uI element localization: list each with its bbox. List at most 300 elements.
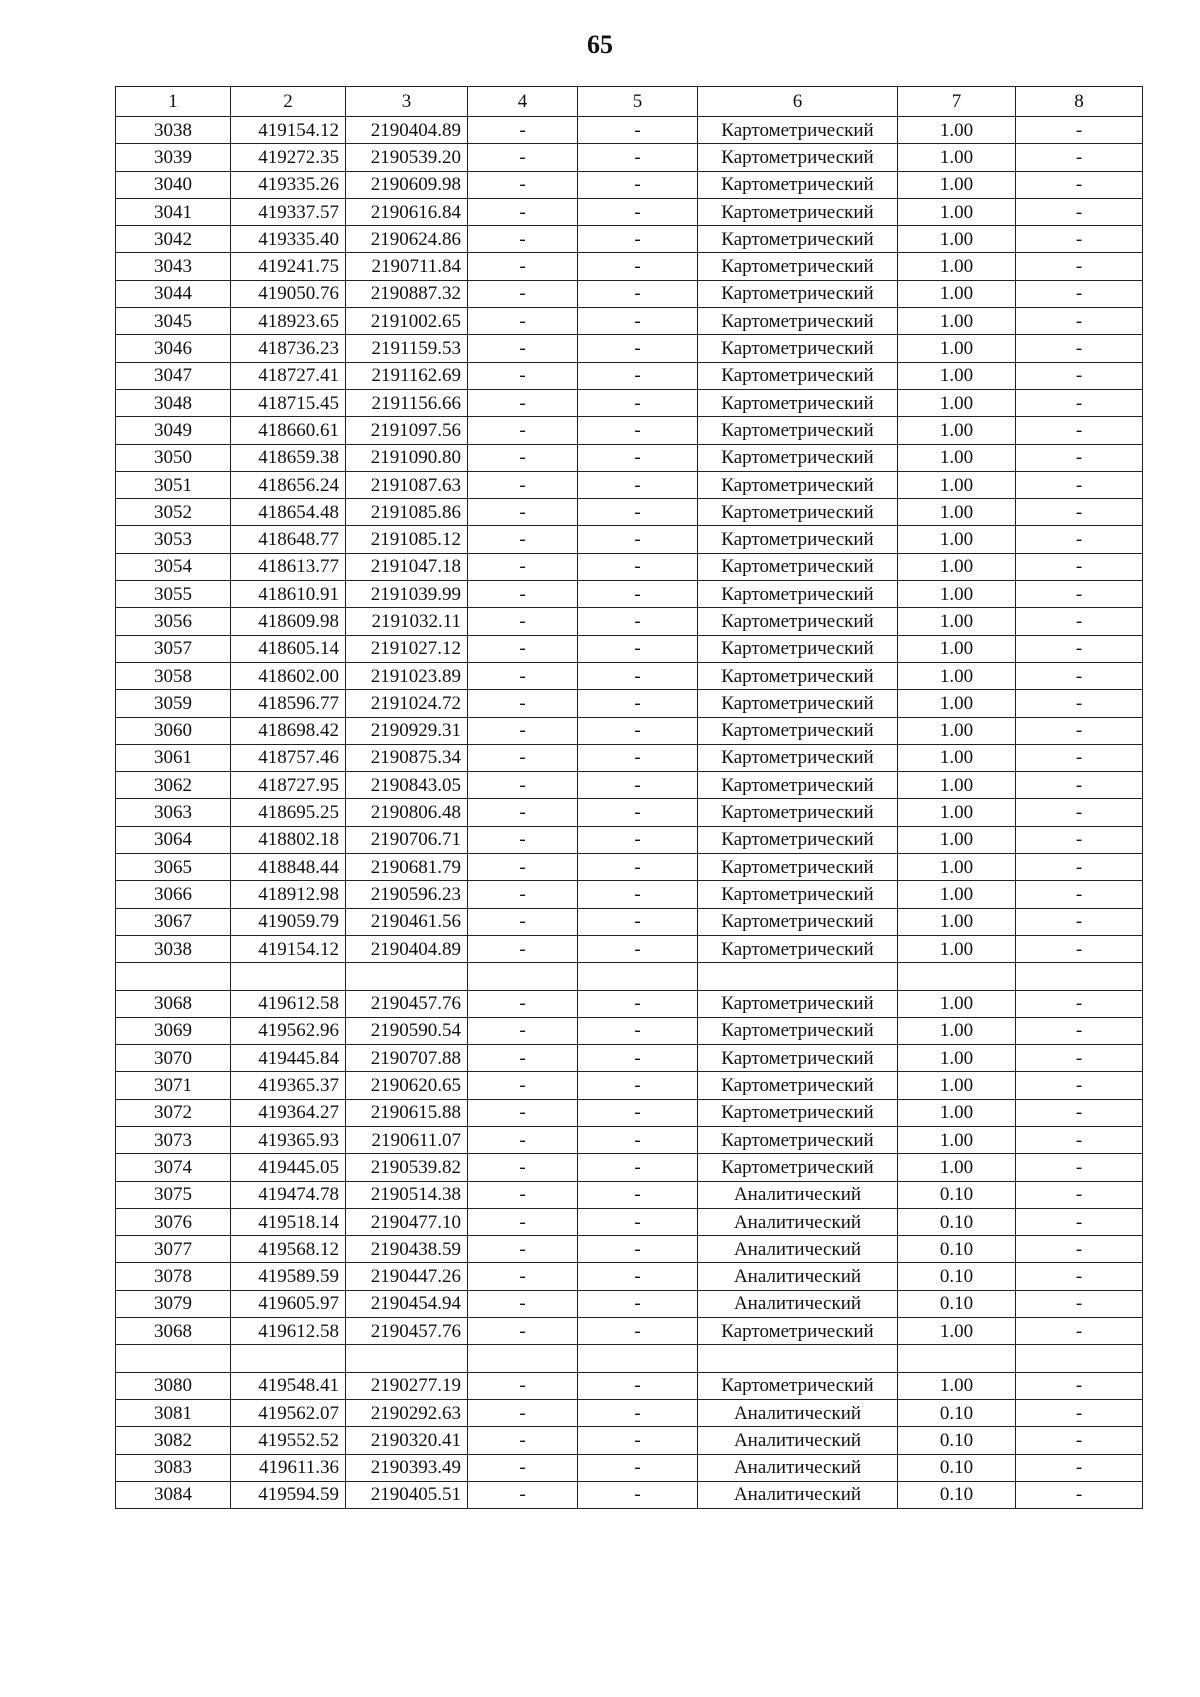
table-row <box>116 308 1143 335</box>
table-cell-col-6: Картометрический <box>698 1126 898 1153</box>
table-row <box>116 1181 1143 1208</box>
table-cell-col-1: 3070 <box>116 1045 231 1072</box>
table-cell-col-1: 3044 <box>116 280 231 307</box>
table-cell-col-2: 418695.25 <box>231 799 346 826</box>
table-cell-col-5 <box>578 1345 698 1372</box>
table-cell-col-5: - <box>578 1154 698 1181</box>
table-row <box>116 1454 1143 1481</box>
table-cell-col-3: 2190404.89 <box>346 117 468 144</box>
table-cell-col-4: - <box>468 553 578 580</box>
table-cell-col-5: - <box>578 881 698 908</box>
table-cell-col-7: 1.00 <box>898 935 1016 962</box>
table-cell-col-7: 1.00 <box>898 1372 1016 1399</box>
table-cell-col-4: - <box>468 1263 578 1290</box>
table-cell-col-2: 418848.44 <box>231 854 346 881</box>
table-cell-col-3: 2191032.11 <box>346 608 468 635</box>
table-cell-col-5: - <box>578 335 698 362</box>
table-cell-col-3: 2190477.10 <box>346 1208 468 1235</box>
table-cell-col-1: 3040 <box>116 171 231 198</box>
table-row <box>116 1427 1143 1454</box>
table-cell-col-3: 2190514.38 <box>346 1181 468 1208</box>
table-cell-col-5: - <box>578 1427 698 1454</box>
table-cell-col-8: - <box>1016 1154 1143 1181</box>
table-cell-col-7: 1.00 <box>898 417 1016 444</box>
table-cell-col-7: 1.00 <box>898 280 1016 307</box>
table-cell-col-8: - <box>1016 1017 1143 1044</box>
table-cell-col-5: - <box>578 1045 698 1072</box>
table-cell-col-2: 419154.12 <box>231 117 346 144</box>
table-cell-col-2: 419552.52 <box>231 1427 346 1454</box>
table-cell-col-6: Картометрический <box>698 635 898 662</box>
table-row <box>116 1263 1143 1290</box>
table-cell-col-7: 0.10 <box>898 1427 1016 1454</box>
table-cell-col-3: 2190706.71 <box>346 826 468 853</box>
table-cell-col-2: 418596.77 <box>231 690 346 717</box>
table-cell-col-7: 0.10 <box>898 1236 1016 1263</box>
table-cell-col-6: Картометрический <box>698 581 898 608</box>
table-cell-col-7: 1.00 <box>898 335 1016 362</box>
table-cell-col-7: 1.00 <box>898 198 1016 225</box>
table-cell-col-2: 419241.75 <box>231 253 346 280</box>
table-cell-col-6: Картометрический <box>698 1017 898 1044</box>
table-cell-col-1: 3074 <box>116 1154 231 1181</box>
table-cell-col-6: Картометрический <box>698 908 898 935</box>
table-cell-col-2 <box>231 1345 346 1372</box>
table-cell-col-8: - <box>1016 1481 1143 1508</box>
table-cell-col-2: 419568.12 <box>231 1236 346 1263</box>
table-cell-col-6: Картометрический <box>698 335 898 362</box>
table-cell-col-7: 1.00 <box>898 471 1016 498</box>
table-cell-col-7: 0.10 <box>898 1263 1016 1290</box>
table-cell-col-8: - <box>1016 1208 1143 1235</box>
table-cell-col-7: 1.00 <box>898 362 1016 389</box>
table-cell-col-7: 1.00 <box>898 717 1016 744</box>
table-cell-col-1: 3046 <box>116 335 231 362</box>
table-cell-col-8: - <box>1016 308 1143 335</box>
table-cell-col-4: - <box>468 690 578 717</box>
table-cell-col-2: 418727.41 <box>231 362 346 389</box>
table-cell-col-4: - <box>468 253 578 280</box>
table-cell-col-3: 2190393.49 <box>346 1454 468 1481</box>
table-cell-col-4: - <box>468 389 578 416</box>
table-cell-col-4: - <box>468 171 578 198</box>
table-cell-col-1: 3043 <box>116 253 231 280</box>
table-cell-col-2: 419611.36 <box>231 1454 346 1481</box>
table-cell-col-5: - <box>578 744 698 771</box>
table-cell-col-4: - <box>468 854 578 881</box>
table-row <box>116 1372 1143 1399</box>
table-row <box>116 826 1143 853</box>
table-cell-col-3: 2190277.19 <box>346 1372 468 1399</box>
table-cell-col-5: - <box>578 1263 698 1290</box>
table-cell-col-7: 0.10 <box>898 1181 1016 1208</box>
table-row <box>116 280 1143 307</box>
table-cell-col-3: 2190711.84 <box>346 253 468 280</box>
table-cell-col-8: - <box>1016 1236 1143 1263</box>
table-cell-col-3: 2191047.18 <box>346 553 468 580</box>
column-header-4: 4 <box>468 87 578 117</box>
table-row <box>116 1345 1143 1372</box>
table-body <box>116 117 1143 1509</box>
table-cell-col-4: - <box>468 1481 578 1508</box>
table-row <box>116 1236 1143 1263</box>
table-cell-col-2: 418605.14 <box>231 635 346 662</box>
table-cell-col-4: - <box>468 1099 578 1126</box>
table-cell-col-5: - <box>578 417 698 444</box>
table-cell-col-7 <box>898 1345 1016 1372</box>
table-cell-col-3: 2190454.94 <box>346 1290 468 1317</box>
table-row <box>116 799 1143 826</box>
table-cell-col-4: - <box>468 1318 578 1345</box>
table-cell-col-4 <box>468 963 578 990</box>
table-cell-col-8: - <box>1016 417 1143 444</box>
table-row <box>116 1099 1143 1126</box>
table-row <box>116 1290 1143 1317</box>
table-cell-col-7: 1.00 <box>898 799 1016 826</box>
table-cell-col-5: - <box>578 1399 698 1426</box>
table-cell-col-4: - <box>468 1290 578 1317</box>
table-row <box>116 881 1143 908</box>
table-cell-col-8: - <box>1016 908 1143 935</box>
table-cell-col-7 <box>898 963 1016 990</box>
table-cell-col-1: 3038 <box>116 117 231 144</box>
table-cell-col-6: Картометрический <box>698 744 898 771</box>
table-cell-col-8: - <box>1016 635 1143 662</box>
table-cell-col-5: - <box>578 362 698 389</box>
table-cell-col-7: 1.00 <box>898 1045 1016 1072</box>
table-cell-col-2: 419050.76 <box>231 280 346 307</box>
table-cell-col-1: 3075 <box>116 1181 231 1208</box>
table-row <box>116 444 1143 471</box>
table-cell-col-5: - <box>578 935 698 962</box>
table-cell-col-6: Картометрический <box>698 799 898 826</box>
table-cell-col-2: 419272.35 <box>231 144 346 171</box>
table-row <box>116 963 1143 990</box>
table-cell-col-1: 3080 <box>116 1372 231 1399</box>
table-cell-col-4: - <box>468 308 578 335</box>
table-cell-col-5: - <box>578 1072 698 1099</box>
table-row <box>116 1045 1143 1072</box>
table-cell-col-1: 3055 <box>116 581 231 608</box>
table-row <box>116 226 1143 253</box>
table-cell-col-3: 2191002.65 <box>346 308 468 335</box>
table-cell-col-8: - <box>1016 1045 1143 1072</box>
table-cell-col-1: 3056 <box>116 608 231 635</box>
table-cell-col-8: - <box>1016 1399 1143 1426</box>
table-cell-col-1: 3061 <box>116 744 231 771</box>
table-cell-col-2: 418654.48 <box>231 499 346 526</box>
column-header-8: 8 <box>1016 87 1143 117</box>
table-cell-col-7: 1.00 <box>898 1072 1016 1099</box>
table-cell-col-2: 419594.59 <box>231 1481 346 1508</box>
table-cell-col-1: 3077 <box>116 1236 231 1263</box>
page-number: 65 <box>587 30 613 59</box>
table-cell-col-4: - <box>468 744 578 771</box>
table-cell-col-8: - <box>1016 608 1143 635</box>
table-cell-col-3: 2191097.56 <box>346 417 468 444</box>
table-cell-col-2: 419335.40 <box>231 226 346 253</box>
table-cell-col-2: 419589.59 <box>231 1263 346 1290</box>
table-row <box>116 1072 1143 1099</box>
table-cell-col-7: 1.00 <box>898 1318 1016 1345</box>
table-cell-col-5: - <box>578 990 698 1017</box>
table-cell-col-3: 2191156.66 <box>346 389 468 416</box>
table-cell-col-1: 3047 <box>116 362 231 389</box>
table-cell-col-8: - <box>1016 171 1143 198</box>
table-row <box>116 581 1143 608</box>
table-cell-col-1: 3082 <box>116 1427 231 1454</box>
table-cell-col-4: - <box>468 1181 578 1208</box>
table-cell-col-3 <box>346 1345 468 1372</box>
table-cell-col-2: 419337.57 <box>231 198 346 225</box>
table-cell-col-5: - <box>578 1017 698 1044</box>
table-cell-col-7: 0.10 <box>898 1454 1016 1481</box>
table-row <box>116 990 1143 1017</box>
table-cell-col-1: 3059 <box>116 690 231 717</box>
table-cell-col-2: 419365.37 <box>231 1072 346 1099</box>
table-cell-col-4: - <box>468 417 578 444</box>
table-cell-col-7: 1.00 <box>898 581 1016 608</box>
table-cell-col-7: 1.00 <box>898 690 1016 717</box>
table-cell-col-1: 3054 <box>116 553 231 580</box>
table-cell-col-6: Картометрический <box>698 117 898 144</box>
table-cell-col-6: Картометрический <box>698 1045 898 1072</box>
table-cell-col-3: 2190887.32 <box>346 280 468 307</box>
table-cell-col-6: Картометрический <box>698 144 898 171</box>
table-cell-col-3: 2190611.07 <box>346 1126 468 1153</box>
table-cell-col-8: - <box>1016 471 1143 498</box>
table-cell-col-7: 1.00 <box>898 553 1016 580</box>
table-cell-col-1: 3039 <box>116 144 231 171</box>
table-row <box>116 935 1143 962</box>
table-cell-col-2: 419548.41 <box>231 1372 346 1399</box>
table-cell-col-7: 1.00 <box>898 499 1016 526</box>
table-cell-col-4: - <box>468 1427 578 1454</box>
table-cell-col-4: - <box>468 608 578 635</box>
table-cell-col-8: - <box>1016 362 1143 389</box>
table-cell-col-3: 2190292.63 <box>346 1399 468 1426</box>
table-cell-col-4: - <box>468 499 578 526</box>
table-cell-col-6: Аналитический <box>698 1427 898 1454</box>
table-cell-col-4: - <box>468 1154 578 1181</box>
table-row <box>116 1481 1143 1508</box>
table-cell-col-6: Картометрический <box>698 499 898 526</box>
table-cell-col-2: 418602.00 <box>231 662 346 689</box>
table-cell-col-8: - <box>1016 826 1143 853</box>
table-cell-col-6: Картометрический <box>698 308 898 335</box>
table-cell-col-2: 419445.05 <box>231 1154 346 1181</box>
table-cell-col-5: - <box>578 1372 698 1399</box>
table-cell-col-6: Картометрический <box>698 826 898 853</box>
table-cell-col-2: 418648.77 <box>231 526 346 553</box>
table-cell-col-3: 2191087.63 <box>346 471 468 498</box>
table-cell-col-8: - <box>1016 854 1143 881</box>
column-header-6: 6 <box>698 87 898 117</box>
table-cell-col-8: - <box>1016 1427 1143 1454</box>
table-cell-col-1: 3053 <box>116 526 231 553</box>
table-cell-col-4: - <box>468 362 578 389</box>
table-cell-col-1: 3071 <box>116 1072 231 1099</box>
table-cell-col-4: - <box>468 335 578 362</box>
table-cell-col-5: - <box>578 826 698 853</box>
table-row <box>116 171 1143 198</box>
table-cell-col-4: - <box>468 226 578 253</box>
table-row <box>116 690 1143 717</box>
table-cell-col-5: - <box>578 581 698 608</box>
table-cell-col-7: 1.00 <box>898 1126 1016 1153</box>
table-cell-col-6: Аналитический <box>698 1208 898 1235</box>
table-cell-col-5: - <box>578 226 698 253</box>
table-cell-col-7: 1.00 <box>898 253 1016 280</box>
table-cell-col-7: 1.00 <box>898 1017 1016 1044</box>
table-cell-col-2: 419562.96 <box>231 1017 346 1044</box>
table-cell-col-7: 1.00 <box>898 144 1016 171</box>
table-cell-col-1: 3065 <box>116 854 231 881</box>
table-cell-col-6: Картометрический <box>698 990 898 1017</box>
table-cell-col-2: 418659.38 <box>231 444 346 471</box>
table-cell-col-7: 1.00 <box>898 1099 1016 1126</box>
table-cell-col-3: 2190616.84 <box>346 198 468 225</box>
table-cell-col-8: - <box>1016 1372 1143 1399</box>
table-cell-col-4: - <box>468 117 578 144</box>
table-cell-col-6: Картометрический <box>698 471 898 498</box>
table-cell-col-6: Картометрический <box>698 854 898 881</box>
table-row <box>116 1318 1143 1345</box>
table-cell-col-3: 2190929.31 <box>346 717 468 744</box>
table-cell-col-8 <box>1016 1345 1143 1372</box>
table-cell-col-4: - <box>468 198 578 225</box>
table-cell-col-4: - <box>468 635 578 662</box>
table-cell-col-3: 2191027.12 <box>346 635 468 662</box>
table-cell-col-7: 1.00 <box>898 608 1016 635</box>
table-cell-col-1 <box>116 1345 231 1372</box>
table-cell-col-4: - <box>468 280 578 307</box>
table-cell-col-8: - <box>1016 1126 1143 1153</box>
table-cell-col-7: 1.00 <box>898 635 1016 662</box>
table-cell-col-3: 2191085.12 <box>346 526 468 553</box>
table-cell-col-2: 418660.61 <box>231 417 346 444</box>
table-cell-col-6: Картометрический <box>698 690 898 717</box>
table-cell-col-4: - <box>468 144 578 171</box>
table-row <box>116 362 1143 389</box>
table-cell-col-6: Картометрический <box>698 662 898 689</box>
table-cell-col-6: Картометрический <box>698 1099 898 1126</box>
table-cell-col-1: 3048 <box>116 389 231 416</box>
table-cell-col-2: 419364.27 <box>231 1099 346 1126</box>
table-cell-col-8: - <box>1016 526 1143 553</box>
table-cell-col-4: - <box>468 662 578 689</box>
table-cell-col-2: 418757.46 <box>231 744 346 771</box>
table-cell-col-5: - <box>578 198 698 225</box>
table-cell-col-1: 3069 <box>116 1017 231 1044</box>
table-cell-col-3: 2190320.41 <box>346 1427 468 1454</box>
table-cell-col-4: - <box>468 935 578 962</box>
table-cell-col-8: - <box>1016 335 1143 362</box>
table-cell-col-1: 3062 <box>116 772 231 799</box>
table-cell-col-3: 2190447.26 <box>346 1263 468 1290</box>
table-row <box>116 335 1143 362</box>
table-cell-col-5: - <box>578 1454 698 1481</box>
table-cell-col-6: Картометрический <box>698 1318 898 1345</box>
table-cell-col-6: Картометрический <box>698 444 898 471</box>
table-cell-col-8: - <box>1016 226 1143 253</box>
table-cell-col-4: - <box>468 881 578 908</box>
table-cell-col-4 <box>468 1345 578 1372</box>
table-cell-col-2: 418802.18 <box>231 826 346 853</box>
table-cell-col-2: 419562.07 <box>231 1399 346 1426</box>
table-cell-col-1: 3038 <box>116 935 231 962</box>
table-cell-col-8: - <box>1016 772 1143 799</box>
table-row <box>116 471 1143 498</box>
table-cell-col-5: - <box>578 144 698 171</box>
table-cell-col-4: - <box>468 444 578 471</box>
table-cell-col-1: 3045 <box>116 308 231 335</box>
table-cell-col-8 <box>1016 963 1143 990</box>
table-cell-col-6: Аналитический <box>698 1399 898 1426</box>
table-cell-col-1: 3079 <box>116 1290 231 1317</box>
table-row <box>116 253 1143 280</box>
table-cell-col-1: 3060 <box>116 717 231 744</box>
table-cell-col-8: - <box>1016 990 1143 1017</box>
table-cell-col-1: 3051 <box>116 471 231 498</box>
table-cell-col-7: 1.00 <box>898 744 1016 771</box>
table-cell-col-6: Картометрический <box>698 772 898 799</box>
table-cell-col-4: - <box>468 1454 578 1481</box>
table-cell-col-5: - <box>578 1099 698 1126</box>
table-cell-col-5: - <box>578 1481 698 1508</box>
table-row <box>116 499 1143 526</box>
table-cell-col-1: 3067 <box>116 908 231 935</box>
table-row <box>116 1399 1143 1426</box>
table-cell-col-8: - <box>1016 881 1143 908</box>
table-cell-col-1: 3058 <box>116 662 231 689</box>
table-cell-col-6: Картометрический <box>698 1072 898 1099</box>
table-cell-col-5: - <box>578 1236 698 1263</box>
table-cell-col-8: - <box>1016 117 1143 144</box>
table-row <box>116 526 1143 553</box>
table-cell-col-3: 2191159.53 <box>346 335 468 362</box>
table-cell-col-7: 1.00 <box>898 226 1016 253</box>
table-cell-col-1: 3068 <box>116 1318 231 1345</box>
table-cell-col-2: 418698.42 <box>231 717 346 744</box>
table-cell-col-1: 3078 <box>116 1263 231 1290</box>
table-cell-col-3: 2191085.86 <box>346 499 468 526</box>
table-cell-col-8: - <box>1016 253 1143 280</box>
table-cell-col-4: - <box>468 526 578 553</box>
table-cell-col-1: 3072 <box>116 1099 231 1126</box>
table-cell-col-5: - <box>578 772 698 799</box>
table-cell-col-5: - <box>578 308 698 335</box>
table-cell-col-5: - <box>578 799 698 826</box>
table-cell-col-5: - <box>578 553 698 580</box>
table-cell-col-1: 3066 <box>116 881 231 908</box>
table-cell-col-3: 2190620.65 <box>346 1072 468 1099</box>
table-cell-col-4: - <box>468 772 578 799</box>
table-cell-col-2: 418736.23 <box>231 335 346 362</box>
table-cell-col-2: 419365.93 <box>231 1126 346 1153</box>
table-cell-col-6: Картометрический <box>698 389 898 416</box>
table-cell-col-1: 3084 <box>116 1481 231 1508</box>
table-cell-col-3: 2190457.76 <box>346 1318 468 1345</box>
table-cell-col-4: - <box>468 717 578 744</box>
table-cell-col-5: - <box>578 499 698 526</box>
table-cell-col-2: 418656.24 <box>231 471 346 498</box>
table-cell-col-6: Картометрический <box>698 280 898 307</box>
table-cell-col-4: - <box>468 990 578 1017</box>
table-cell-col-3: 2190624.86 <box>346 226 468 253</box>
table-cell-col-7: 1.00 <box>898 826 1016 853</box>
table-cell-col-6: Аналитический <box>698 1481 898 1508</box>
